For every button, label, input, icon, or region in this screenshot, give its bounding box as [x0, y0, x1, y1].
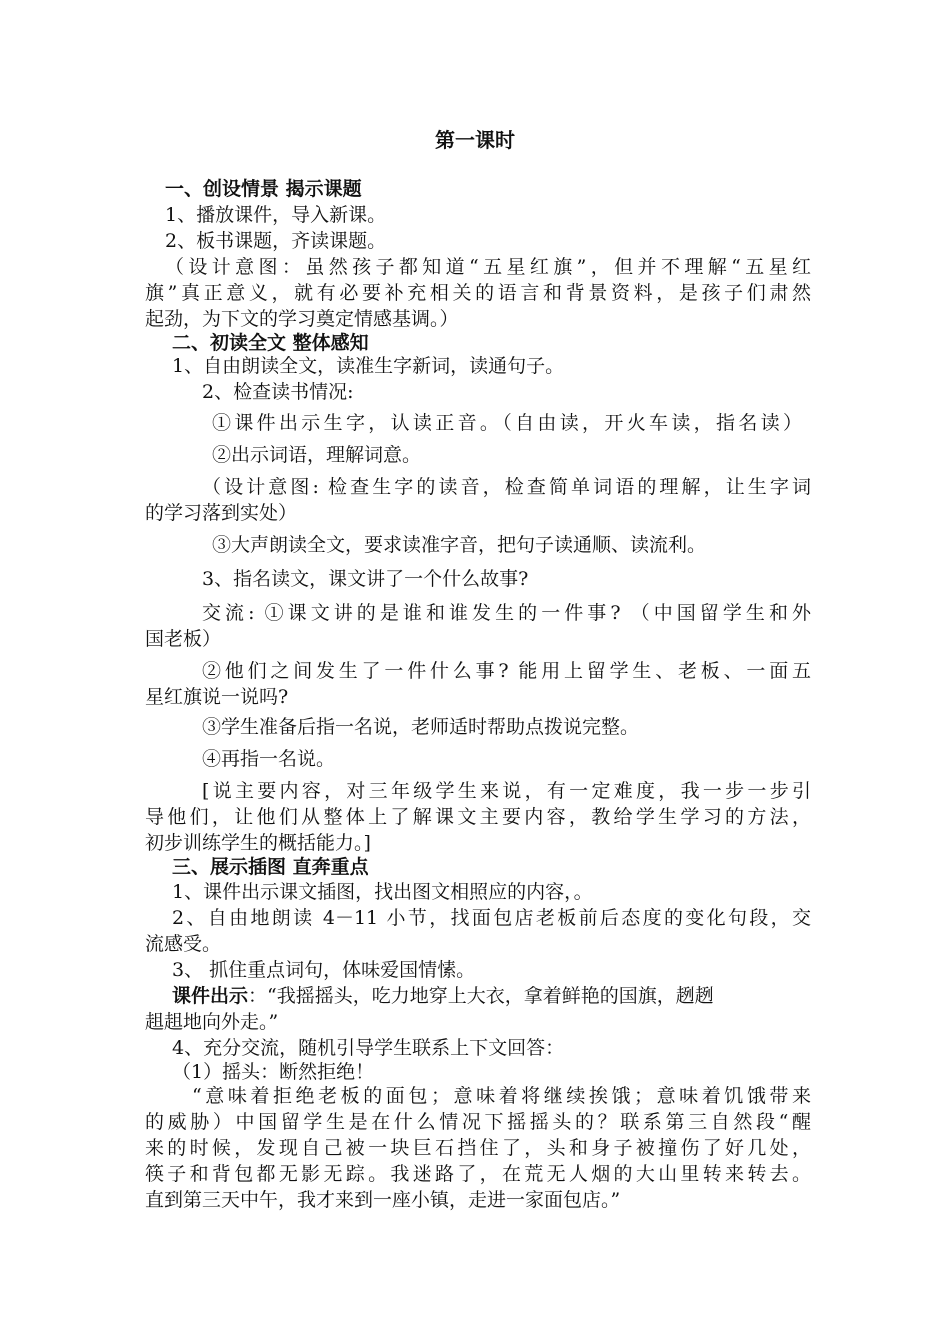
- s2-line-3: ①课件出示生字，认读正音。（自由读，开火车读，指名读）: [212, 412, 802, 434]
- s2-design-line-2: 的学习落到实处）: [145, 502, 298, 524]
- s2-line-2: 2、检查读书情况:: [202, 381, 354, 403]
- s3-courseware-line: [172, 983, 811, 1009]
- courseware-label: 课件出示: [172, 985, 249, 1007]
- s2-line-4: ②出示词语，理解词意。: [212, 444, 422, 466]
- s1-design-line-2: 旗”真正意义，就有必要补充相关的语言和背景资料，是孩子们肃然: [145, 282, 811, 304]
- s3-para-line-3: 来的时候，发现自己被一块巨石挡住了，头和身子被撞伤了好几处，: [145, 1137, 811, 1159]
- s3-line-3: 3、 抓住重点词句，体味爱国情愫。: [172, 959, 476, 981]
- section-1-heading: 一、创设情景 揭示课题: [165, 178, 362, 200]
- section-3-heading: 三、展示插图 直奔重点: [172, 856, 369, 878]
- page-title: 第一课时: [435, 128, 515, 152]
- s3-courseware-line-2: 趄趄地向外走。”: [145, 1011, 279, 1033]
- s2-line-1: 1、自由朗读全文，读准生字新词，读通句子。: [172, 355, 565, 377]
- s2-design-line-1: （设计意图: 检查生字的读音，检查简单词语的理解，让生字词: [202, 476, 811, 498]
- s3-para-line-5: 直到第三天中午，我才来到一座小镇，走进一家面包店。”: [145, 1189, 621, 1211]
- s3-para-line-4: 筷子和背包都无影无踪。我迷路了，在荒无人烟的大山里转来转去。: [145, 1163, 811, 1185]
- s3-line-5: （1）摇头：断然拒绝！: [172, 1061, 375, 1083]
- s3-para-line-2: 的威胁）中国留学生是在什么情况下摇摇头的？联系第三自然段“醒: [145, 1111, 811, 1133]
- courseware-text: ：“我摇摇头，吃力地穿上大衣，拿着鲜艳的国旗，趔趔: [248, 985, 714, 1007]
- s2-line-5: ③大声朗读全文，要求读准字音，把句子读通顺、读流利。: [212, 534, 707, 556]
- s3-line-2a: 2、自由地朗读 4－11 小节，找面包店老板前后态度的变化句段，交: [172, 907, 811, 929]
- s2-line-9: ③学生准备后指一名说，老师适时帮助点拨说完整。: [202, 716, 640, 738]
- s2-note-line-1: [说主要内容，对三年级学生来说，有一定难度，我一步一步引: [202, 780, 811, 802]
- s2-line-7a: 交流: ①课文讲的是谁和谁发生的一件事? （中国留学生和外: [202, 602, 811, 624]
- s3-line-2b: 流感受。: [145, 933, 222, 955]
- s2-note-line-3: 初步训练学生的概括能力。]: [145, 832, 371, 854]
- s3-line-1: 1、课件出示课文插图，找出图文相照应的内容，。: [172, 881, 593, 903]
- s2-note-line-2: 导他们，让他们从整体上了解课文主要内容，教给学生学习的方法，: [145, 806, 811, 828]
- s2-line-6: 3、指名读文，课文讲了一个什么故事?: [202, 568, 529, 590]
- s1-line-1: 1、播放课件，导入新课。: [165, 204, 387, 226]
- s2-line-10: ④再指一名说。: [202, 748, 336, 770]
- s2-line-7b: 国老板）: [145, 628, 222, 650]
- s2-line-8a: ②他们之间发生了一件什么事? 能用上留学生、老板、一面五: [202, 660, 811, 682]
- s1-line-2: 2、板书课题，齐读课题。: [165, 230, 387, 252]
- s1-design-line-3: 起劲，为下文的学习奠定情感基调。）: [145, 308, 459, 330]
- s2-line-8b: 星红旗说一说吗?: [145, 686, 289, 708]
- s3-line-4: 4、充分交流，随机引导学生联系上下文回答：: [172, 1037, 565, 1059]
- s3-para-line-1: “意味着拒绝老板的面包；意味着将继续挨饿；意味着饥饿带来: [192, 1085, 811, 1107]
- s1-design-line-1: （设计意图：虽然孩子都知道“五星红旗”，但并不理解“五星红: [165, 256, 811, 278]
- section-2-heading: 二、初读全文 整体感知: [172, 332, 369, 354]
